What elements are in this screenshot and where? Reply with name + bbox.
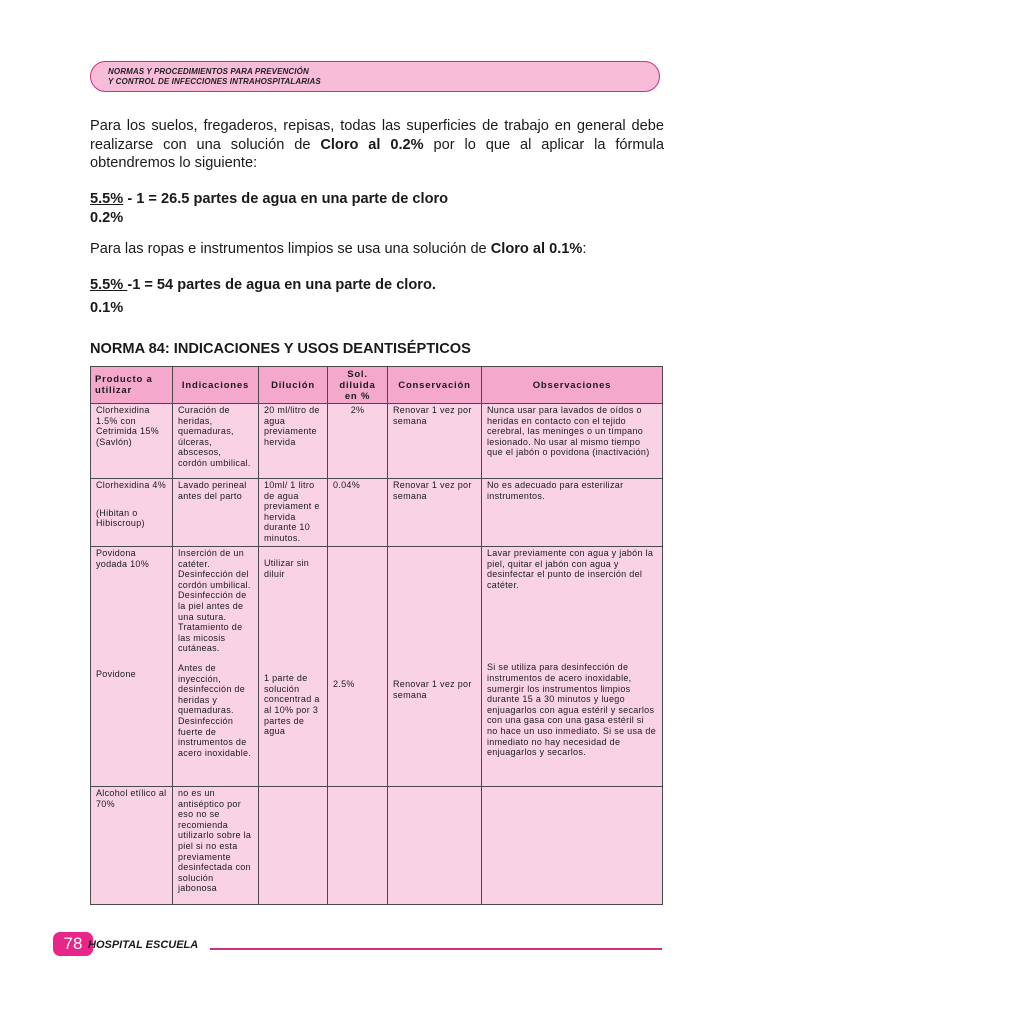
header-conservacion: Conservación	[388, 367, 482, 404]
cell-indicaciones-main: Inserción de un catéter. Desinfección del cordón umbilical. Desinfección de la piel antes de una sutura. Tratamiento de las micosis cutáneas.	[178, 548, 251, 654]
ropas-rest: :	[582, 241, 587, 257]
table-row	[91, 787, 663, 905]
cell-producto-extra: (Hibitan o Hibiscroup)	[96, 507, 145, 529]
intro-rest: por lo que al aplicar la fórmula obtendremos lo siguiente:	[90, 136, 664, 171]
intro-bold: Cloro al 0.2%	[320, 136, 424, 153]
header-producto: Producto a utilizar	[91, 367, 173, 404]
header-indicaciones: Indicaciones	[173, 367, 259, 404]
cell-dilucion	[259, 787, 328, 905]
cell-conservacion-extra: Renovar 1 vez por semana	[393, 679, 472, 700]
cell-indicaciones: no es un antiséptico por eso no se recomienda utilizarlo sobre la piel si no esta previamente desinfectada con solución jabonosa	[173, 787, 259, 905]
section-title: NORMA 84: INDICACIONES Y USOS DEANTISÉPTICOS	[90, 341, 471, 357]
header-dilucion: Dilución	[259, 367, 328, 404]
cell-conservacion	[388, 547, 482, 787]
cell-observaciones-main: Lavar previamente con agua y jabón la piel, quitar el jabón con agua y desinfectar el punto de inserción del catéter.	[487, 548, 654, 590]
cell-observaciones	[482, 547, 663, 787]
cell-dilucion-main: Utilizar sin diluir	[264, 558, 310, 579]
formula-2-numerator: 5.5%	[90, 277, 128, 293]
cell-observaciones-extra: Si se utiliza para desinfección de instrumentos de acero inoxidable, sumergir los instrumentos limpios durante 15 a 30 minutos y luego enjuagarlos con agua estéril y secarlos con una gasa con una gasa estéril si no hace un uso inmediato. Si se usa de inmediato no hay necesidad de enjuagarlos y secarlos.	[487, 662, 657, 758]
cell-producto: Alcohol etílico al 70%	[91, 787, 173, 905]
cell-dilucion-extra: 1 parte de solución concentrad a al 10% por 3 partes de agua	[264, 673, 320, 737]
cell-producto-main: Clorhexidina 4%	[96, 480, 167, 490]
cell-indicaciones-extra: Antes de inyección, desinfección de heridas y quemaduras. Desinfección fuerte de instrumentos de acero inoxidable.	[178, 662, 252, 758]
cell-dilucion: 20 ml/litro de agua previamente hervida	[259, 404, 328, 479]
cell-producto	[91, 479, 173, 547]
table-row	[91, 479, 663, 547]
formula-1-text: - 1 = 26.5 partes de agua en una parte de cloro	[123, 191, 449, 207]
table-header-row	[91, 367, 663, 404]
formula-1-numerator: 5.5%	[90, 191, 124, 207]
page-number-badge: 78	[53, 932, 93, 956]
formula-2-denominator: 0.1%	[90, 300, 124, 316]
ropas-paragraph	[90, 240, 664, 259]
cell-indicaciones: Curación de heridas, quemaduras, úlceras, abscesos, cordón umbilical.	[173, 404, 259, 479]
formula-1-denominator: 0.2%	[90, 210, 124, 226]
cell-dilucion	[259, 547, 328, 787]
cell-conservacion	[388, 787, 482, 905]
cell-producto-extra: Povidone	[96, 669, 136, 680]
cell-observaciones: No es adecuado para esterilizar instrumentos.	[482, 479, 663, 547]
running-header-line-2: Y CONTROL DE INFECCIONES INTRAHOSPITALARIAS	[108, 77, 321, 86]
cell-sol: 2%	[328, 404, 388, 479]
formula-1	[90, 191, 448, 207]
cell-indicaciones: Lavado perineal antes del parto	[173, 479, 259, 547]
cell-sol: 0.04%	[328, 479, 388, 547]
cell-producto: Clorhexidina 1.5% con Cetrimida 15% (Savlón)	[91, 404, 173, 479]
cell-observaciones: Nunca usar para lavados de oídos o heridas en contacto con el tejido cerebral, las meninges o un tímpano lesionado. No usar al mismo tiempo que el jabón o povidona (inactivación)	[482, 404, 663, 479]
cell-observaciones	[482, 787, 663, 905]
cell-producto	[91, 547, 173, 787]
antiseptics-table	[90, 366, 663, 905]
footer-rule	[210, 948, 662, 950]
cell-dilucion: 10ml/ 1 litro de agua previament e hervida durante 10 minutos.	[259, 479, 328, 547]
table-row	[91, 547, 663, 787]
ropas-bold: Cloro al 0.1%	[490, 241, 583, 257]
cell-indicaciones	[173, 547, 259, 787]
ropas-text: Para las ropas e instrumentos limpios se usa una solución de	[90, 241, 491, 257]
header-sol: Sol. diluida en %	[328, 367, 388, 404]
cell-conservacion: Renovar 1 vez por semana	[388, 479, 482, 547]
intro-text: Para los suelos, fregaderos, repisas, todas las superficies de trabajo en general debe realizarse con una solución de	[90, 118, 664, 153]
formula-2-text: -1 = 54 partes de agua en una parte de cloro.	[127, 277, 436, 293]
cell-sol-extra: 2.5%	[333, 679, 355, 689]
cell-producto-main: Povidona yodada 10%	[96, 548, 150, 569]
cell-sol	[328, 787, 388, 905]
cell-sol	[328, 547, 388, 787]
header-observaciones: Observaciones	[482, 367, 663, 404]
formula-2	[90, 277, 436, 293]
cell-conservacion: Renovar 1 vez por semana	[388, 404, 482, 479]
running-header	[90, 61, 660, 92]
intro-paragraph	[90, 117, 664, 173]
table-row	[91, 404, 663, 479]
running-header-line-1: NORMAS Y PROCEDIMIENTOS PARA PREVENCIÓN	[108, 67, 309, 76]
footer-label: HOSPITAL ESCUELA	[88, 939, 199, 951]
